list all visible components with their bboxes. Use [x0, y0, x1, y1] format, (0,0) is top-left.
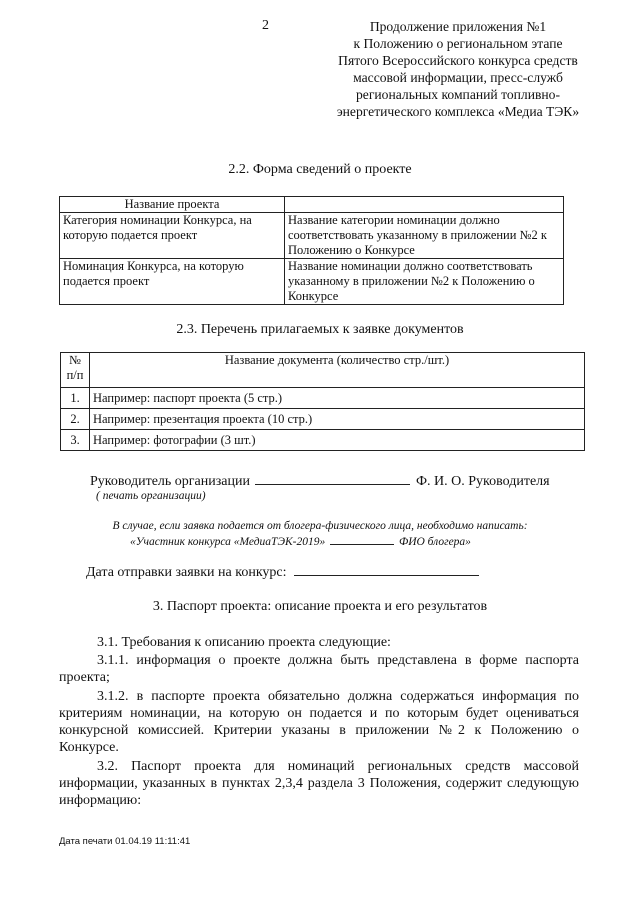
date-send-blank [294, 575, 479, 576]
signature-blank [255, 484, 410, 485]
blogger-note-suffix: ФИО блогера» [398, 536, 471, 548]
table-cell: Категория номинации Конкурса, на которую подается проект [60, 213, 285, 259]
section-3-title: 3. Паспорт проекта: описание проекта и его результатов [152, 599, 488, 614]
table-cell: Например: фотографии (3 шт.) [90, 430, 585, 451]
table-row [61, 430, 585, 451]
section-2-2-title: 2.2. Форма сведений о проекте [228, 162, 412, 177]
section-2-3-title: 2.3. Перечень прилагаемых к заявке документов [176, 322, 464, 337]
table-row [60, 213, 564, 259]
stamp-caption: ( печать организации) [96, 490, 206, 502]
signature-line [90, 474, 550, 490]
table-header-cell: № п/п [61, 353, 90, 388]
table-cell: Номинация Конкурса, на которую подается проект [60, 259, 285, 305]
table-cell: 3. [61, 430, 90, 451]
table-header-cell [285, 197, 564, 213]
table-header-cell: Название проекта [60, 197, 285, 213]
blogger-note-line2 [130, 536, 471, 548]
header-line: Пятого Всероссийского конкурса средств [338, 53, 578, 68]
page-number: 2 [262, 18, 269, 33]
header-line: массовой информации, пресс-служб [353, 70, 563, 85]
head-name: Ф. И. О. Руководителя [415, 474, 550, 489]
header-line: Продолжение приложения №1 [369, 19, 547, 34]
blogger-name-blank [330, 544, 394, 545]
paragraph-3-2: 3.2. Паспорт проекта для номинаций региональных средств массовой информации, указанных в пунктах 2,3,4 раздела 3 Положения, содержит следующую информацию: [59, 759, 579, 808]
head-label: Руководитель организации [90, 474, 250, 489]
blogger-note-prefix: «Участник конкурса «МедиаТЭК-2019» [130, 536, 326, 548]
blogger-note-line1: В случае, если заявка подается от блогера-физического лица, необходимо написать: [112, 520, 528, 532]
table-row [60, 259, 564, 305]
table-cell: Название номинации должно соответствовать указанному в приложении №2 к Положению о Конкурсе [285, 259, 564, 305]
header-line: энергетического комплекса «Медиа ТЭК» [336, 104, 580, 119]
paragraph-3-1-1: 3.1.1. информация о проекте должна быть представлена в форме паспорта проекта; [59, 653, 579, 685]
project-info-table [59, 196, 564, 305]
paragraph-3-1: 3.1. Требования к описанию проекта следующие: [97, 635, 391, 650]
table-row [61, 409, 585, 430]
header-line: к Положению о региональном этапе [353, 36, 563, 51]
table-row [61, 388, 585, 409]
table-cell: Например: паспорт проекта (5 стр.) [90, 388, 585, 409]
print-date-footer: Дата печати 01.04.19 11:11:41 [59, 836, 191, 847]
date-send-line [86, 565, 479, 581]
date-send-label: Дата отправки заявки на конкурс: [86, 565, 287, 580]
header-line: региональных компаний топливно- [356, 87, 560, 102]
table-cell: Название категории номинации должно соответствовать указанному в приложении №2 к Положению о Конкурсе [285, 213, 564, 259]
table-header-cell: Название документа (количество стр./шт.) [90, 353, 585, 388]
paragraph-3-1-2: 3.1.2. в паспорте проекта обязательно должна содержаться информация по критериям номинации, на которую он подается и по которым будет оцениваться конкурсной комиссией. Критерии указаны в приложении №2 к Положению о Конкурсе. [59, 689, 579, 755]
table-cell: Например: презентация проекта (10 стр.) [90, 409, 585, 430]
appendix-header [308, 18, 608, 120]
table-cell: 1. [61, 388, 90, 409]
table-cell: 2. [61, 409, 90, 430]
documents-table [60, 352, 585, 451]
